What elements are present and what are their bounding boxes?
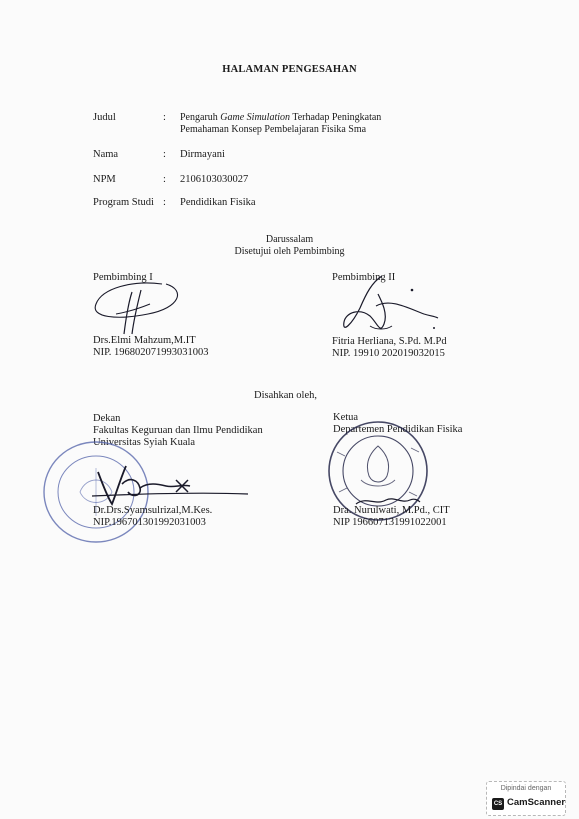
dekan-role: Dekan xyxy=(93,413,121,424)
nama-colon: : xyxy=(163,149,166,160)
judul-value-line1 xyxy=(180,112,381,123)
dekan-unit-line1: Fakultas Keguruan dan Ilmu Pendidikan xyxy=(93,425,263,436)
ketua-nip: NIP 196607131991022001 xyxy=(333,517,447,528)
nama-label: Nama xyxy=(93,149,119,160)
camscanner-badge xyxy=(486,781,566,816)
npm-label: NPM xyxy=(93,174,116,185)
pembimbing1-role: Pembimbing I xyxy=(93,272,153,283)
npm-value: 2106103030027 xyxy=(180,174,249,185)
dekan-nip: NIP.196701301992031003 xyxy=(93,517,206,528)
dekan-unit-line2: Universitas Syiah Kuala xyxy=(93,437,196,448)
judul-colon: : xyxy=(163,112,166,123)
place-text: Darussalam xyxy=(265,234,314,245)
ketua-unit-line1: Departemen Pendidikan Fisika xyxy=(333,424,463,435)
prodi-label: Program Studi xyxy=(93,197,154,208)
pembimbing2-signature xyxy=(330,272,450,344)
pembimbing1-nip: NIP. 196802071993031003 xyxy=(93,347,209,358)
pembimbing1-name: Drs.Elmi Mahzum,M.IT xyxy=(93,335,196,346)
prodi-value: Pendidikan Fisika xyxy=(180,197,256,208)
camscanner-logo-icon: CS xyxy=(492,798,504,810)
npm-colon: : xyxy=(163,174,166,185)
dekan-name: Dr.Drs.Syamsulrizal,M.Kes. xyxy=(93,505,213,516)
judul-italic: Game Simulation xyxy=(220,112,290,123)
pembimbing2-role: Pembimbing II xyxy=(332,272,396,283)
page-title: HALAMAN PENGESAHAN xyxy=(222,64,357,75)
approval-text: Disetujui oleh Pembimbing xyxy=(234,246,345,257)
ketua-name: Dra. Nurulwati, M.Pd., CIT xyxy=(333,505,450,516)
nama-value: Dirmayani xyxy=(180,149,225,160)
judul-suffix: Terhadap Peningkatan xyxy=(290,112,382,123)
ratified-text: Disahkan oleh, xyxy=(254,390,317,401)
judul-label: Judul xyxy=(93,112,116,123)
pembimbing1-signature xyxy=(88,278,198,338)
judul-prefix: Pengaruh xyxy=(180,112,221,123)
pembimbing2-name: Fitria Herliana, S.Pd. M.Pd xyxy=(332,336,447,347)
pembimbing2-nip: NIP. 19910 202019032015 xyxy=(332,348,445,359)
camscanner-caption: Dipindai dengan xyxy=(500,785,552,792)
prodi-colon: : xyxy=(163,197,166,208)
judul-value-line2: Pemahaman Konsep Pembelajaran Fisika Sma xyxy=(180,124,367,135)
camscanner-app-name: CamScanner xyxy=(507,797,566,808)
ketua-role: Ketua xyxy=(333,412,359,423)
